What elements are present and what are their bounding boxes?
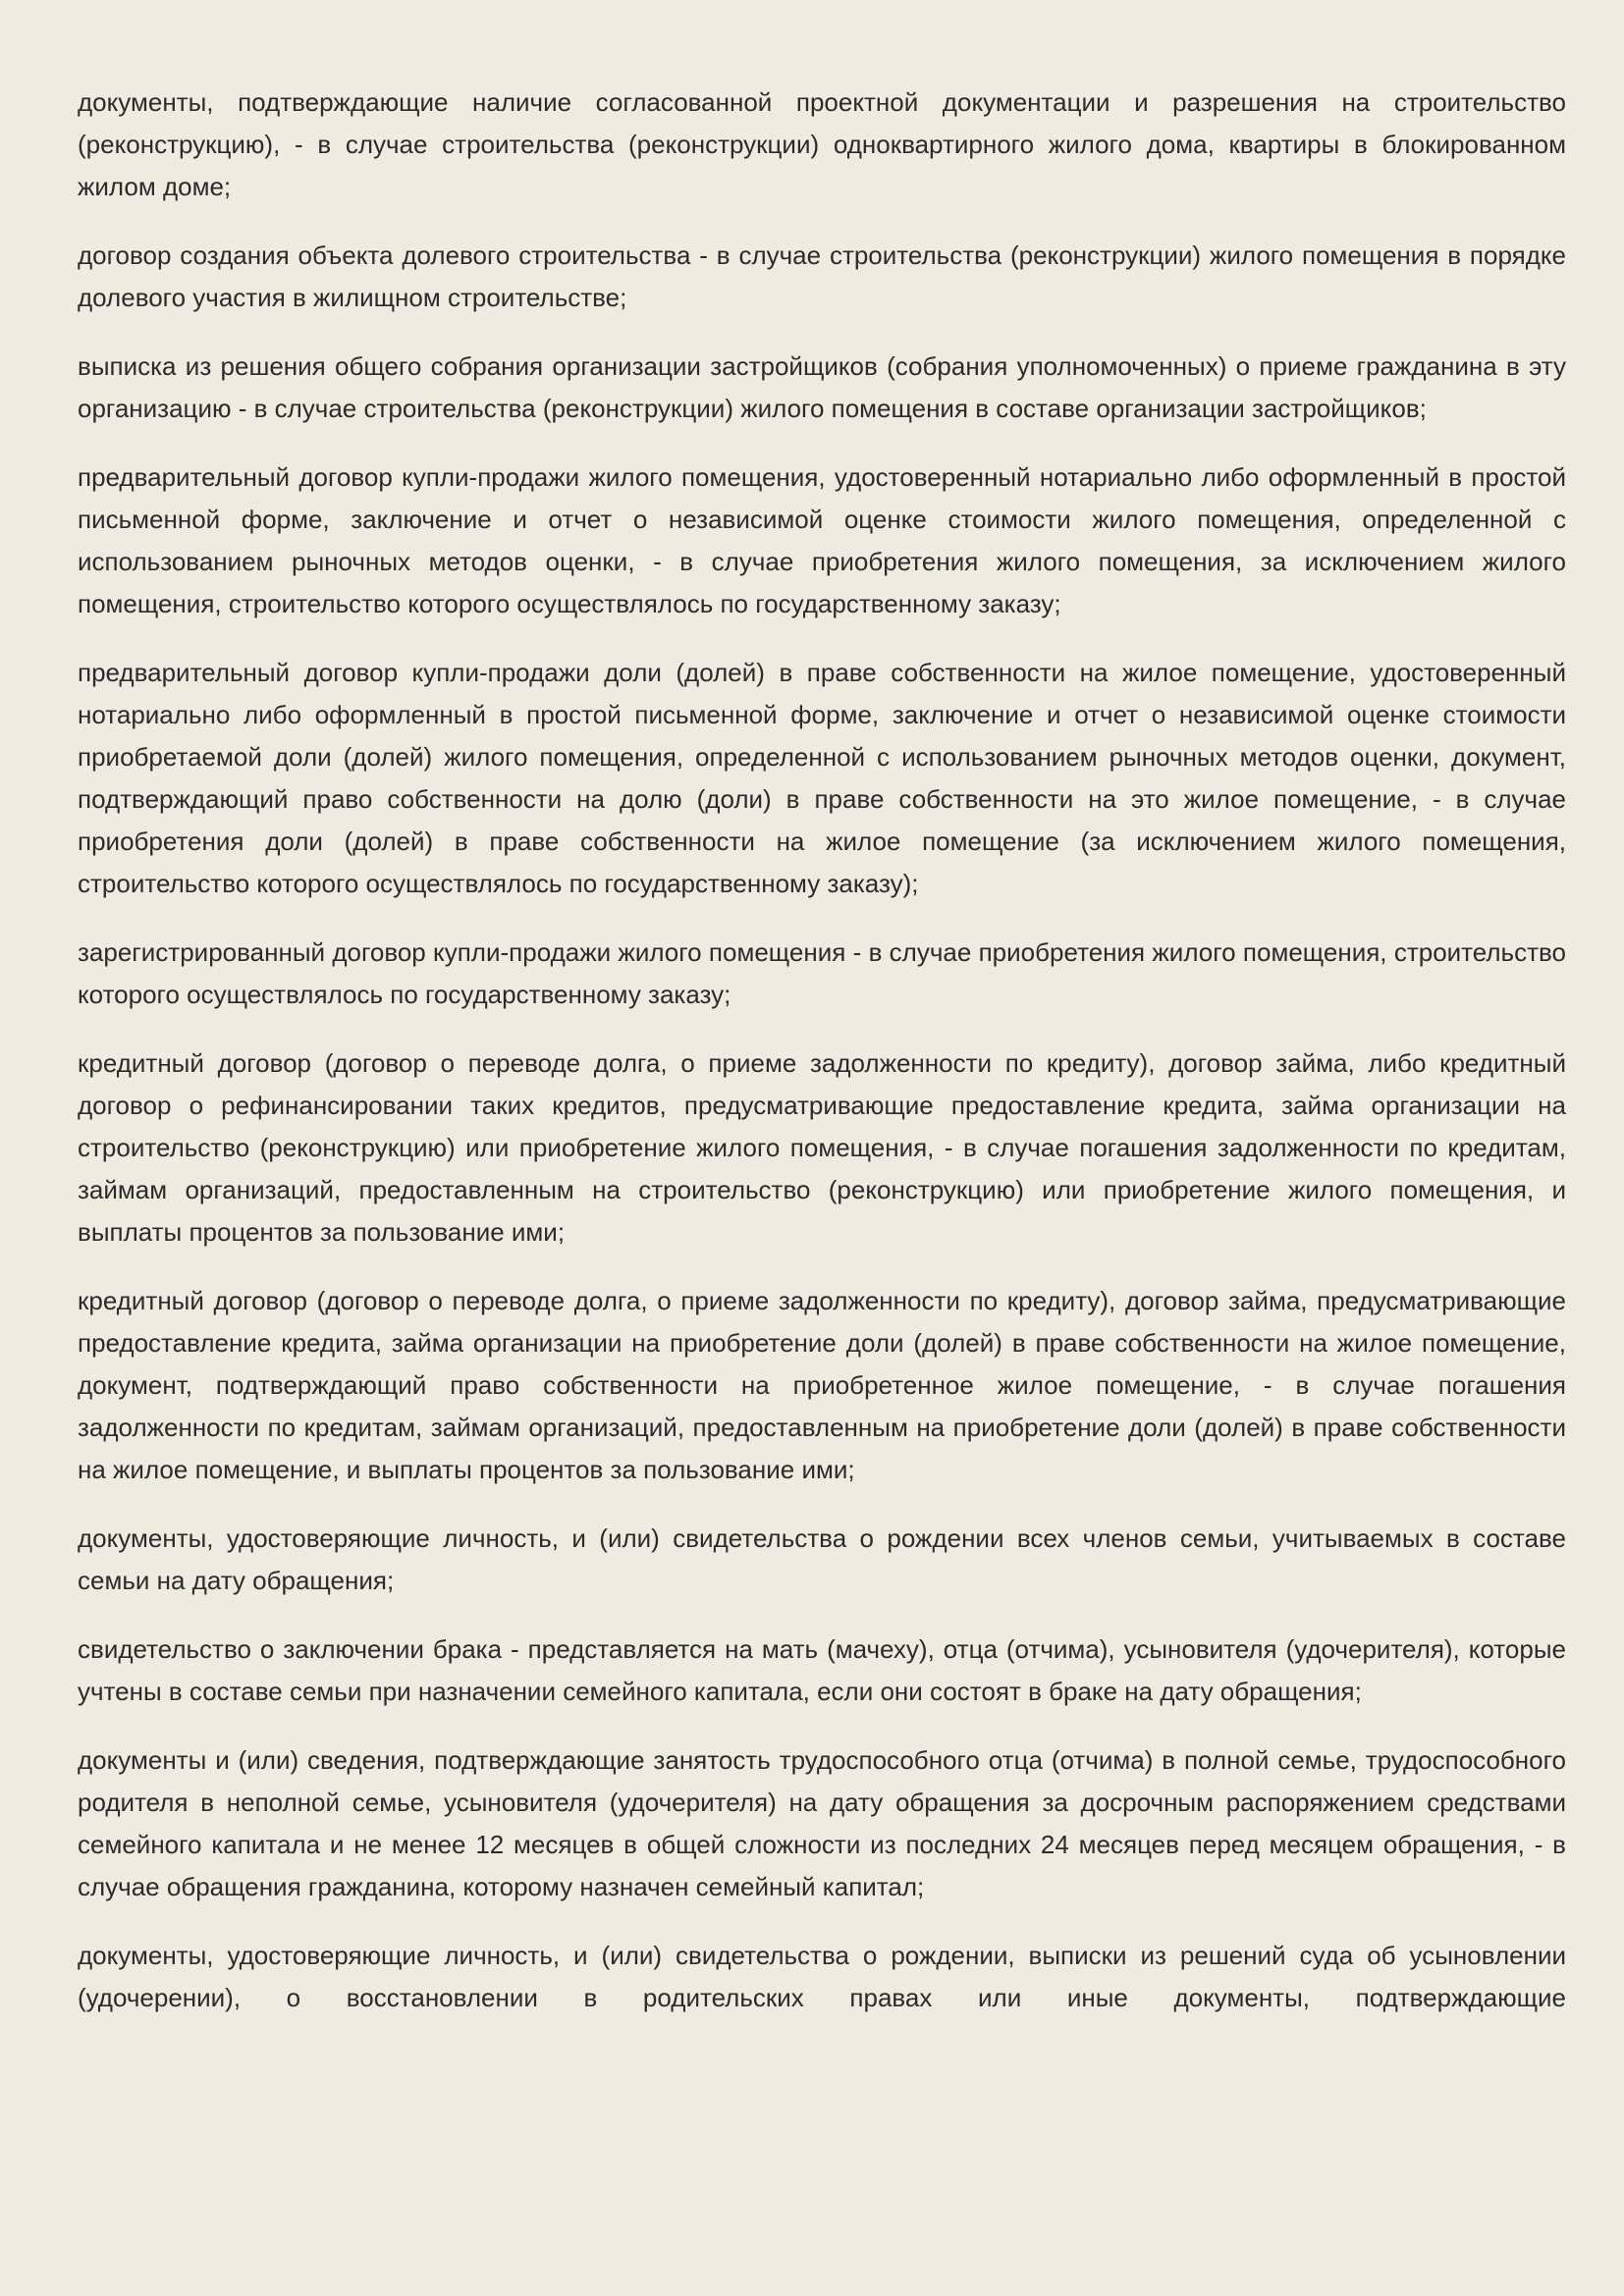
paragraph-developer-organization-extract: выписка из решения общего собрания организации застройщиков (собрания уполномоченных) о приеме гражданина в эту организацию - в случае строительства (реконструкции) жилого помещения в составе организации застройщиков; xyxy=(78,351,1566,423)
document-page xyxy=(78,81,1566,2019)
paragraph-shared-construction-contract: договор создания объекта долевого строительства - в случае строительства (реконструкции) жилого помещения в порядке долевого участия в жилищном строительстве; xyxy=(78,240,1566,312)
paragraph-preliminary-purchase-contract: предварительный договор купли-продажи жилого помещения, удостоверенный нотариально либо оформленный в простой письменной форме, заключение и отчет о независимой оценке стоимости жилого помещения, определенной с использованием рыночных методов оценки, - в случае приобретения жилого помещения, за исключением жилого помещения, строительство которого осуществлялось по государственному заказу; xyxy=(78,462,1566,618)
paragraph-project-documentation: документы, подтверждающие наличие согласованной проектной документации и разрешения на строительство (реконструкцию), - в случае строительства (реконструкции) одноквартирного жилого дома, квартиры в блокированном жилом доме; xyxy=(78,87,1566,201)
paragraph-employment-documents: документы и (или) сведения, подтверждающие занятость трудоспособного отца (отчима) в полной семье, трудоспособного родителя в неполной семье, усыновителя (удочерителя) на дату обращения за досрочным распоряжением средствами семейного капитала и не менее 12 месяцев в общей сложности из последних 24 месяцев перед месяцем обращения, - в случае обращения гражданина, которому назначен семейный капитал; xyxy=(78,1745,1566,1901)
paragraph-credit-agreement-share: кредитный договор (договор о переводе долга, о приеме задолженности по кредиту), договор займа, предусматривающие предоставление кредита, займа организации на приобретение доли (долей) в праве собственности на жилое помещение, документ, подтверждающий право собственности на приобретенное жилое помещение, - в случае погашения задолженности по кредитам, займам организаций, предоставленным на приобретение доли (долей) в праве собственности на жилое помещение, и выплаты процентов за пользование ими; xyxy=(78,1286,1566,1484)
paragraph-share-purchase-contract: предварительный договор купли-продажи доли (долей) в праве собственности на жилое помещение, удостоверенный нотариально либо оформленный в простой письменной форме, заключение и отчет о независимой оценке стоимости приобретаемой доли (долей) жилого помещения, определенной с использованием рыночных методов оценки, документ, подтверждающий право собственности на долю (доли) в праве собственности на это жилое помещение, - в случае приобретения доли (долей) в праве собственности на жилое помещение (за исключением жилого помещения, строительство которого осуществлялось по государственному заказу); xyxy=(78,658,1566,898)
paragraph-registered-purchase-contract: зарегистрированный договор купли-продажи жилого помещения - в случае приобретения жилого помещения, строительство которого осуществлялось по государственному заказу; xyxy=(78,937,1566,1009)
paragraph-identity-adoption-documents: документы, удостоверяющие личность, и (или) свидетельства о рождении, выписки из решений суда об усыновлении (удочерении), о восстановлении в родительских правах или иные документы, подтверждающие xyxy=(78,1941,1566,2012)
paragraph-identity-documents: документы, удостоверяющие личность, и (или) свидетельства о рождении всех членов семьи, учитываемых в составе семьи на дату обращения; xyxy=(78,1523,1566,1595)
paragraph-credit-agreement-housing: кредитный договор (договор о переводе долга, о приеме задолженности по кредиту), договор займа, либо кредитный договор о рефинансировании таких кредитов, предусматривающие предоставление кредита, займа организации на строительство (реконструкцию) или приобретение жилого помещения, - в случае погашения задолженности по кредитам, займам организаций, предоставленным на строительство (реконструкцию) или приобретение жилого помещения, и выплаты процентов за пользование ими; xyxy=(78,1048,1566,1247)
paragraph-marriage-certificate: свидетельство о заключении брака - представляется на мать (мачеху), отца (отчима), усыновителя (удочерителя), которые учтены в составе семьи при назначении семейного капитала, если они состоят в браке на дату обращения; xyxy=(78,1634,1566,1706)
